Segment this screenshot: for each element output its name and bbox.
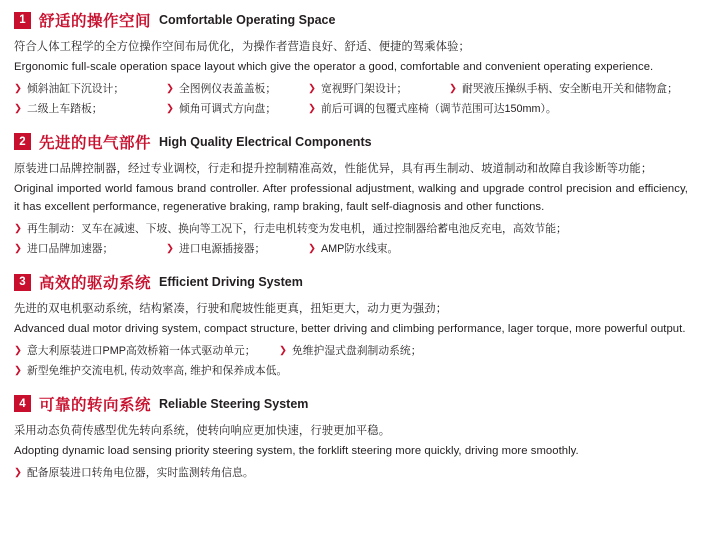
- section-1-paragraph-en: Ergonomic full-scale operation space layout which give the operator a good, comfortable and convenient operating experience.: [14, 61, 654, 74]
- section-1-bullets: [14, 82, 688, 118]
- list-item: [166, 82, 308, 98]
- section-4-title-en: Reliable Steering System: [159, 396, 309, 411]
- bullet-row: [14, 222, 688, 238]
- arrow-right-icon: ❯: [166, 243, 174, 255]
- arrow-right-icon: ❯: [14, 365, 22, 377]
- list-item: [14, 364, 287, 380]
- list-item-label: 前后可调的包覆式座椅（调节范围可达150mm）。: [320, 103, 557, 116]
- section-4-number: 4: [14, 395, 31, 412]
- arrow-right-icon: ❯: [308, 243, 316, 255]
- list-item-label: 二级上车踏板；: [26, 103, 103, 116]
- list-item: [166, 242, 308, 258]
- section-2-number: 2: [14, 133, 31, 150]
- section-3: [0, 271, 702, 380]
- bullet-row: [14, 364, 688, 380]
- list-item: [14, 242, 166, 258]
- list-item-label: 全图例仪表盖盖板；: [178, 82, 277, 95]
- bullet-row: [14, 466, 688, 482]
- section-3-paragraph-cn: 先进的双电机驱动系统，结构紧凑，行驶和爬坡性能更真，扭矩更大，动力更为强劲；: [14, 303, 448, 316]
- section-3-title-cn: 高效的驱动系统: [39, 275, 152, 293]
- section-3-paragraph-en: Advanced dual motor driving system, compact structure, better driving and climbing performance, lager torque, more powerful output.: [14, 323, 686, 336]
- section-3-title-en: Efficient Driving System: [159, 275, 303, 290]
- list-item-label: 进口品牌加速器；: [26, 243, 114, 256]
- list-item: [14, 82, 166, 98]
- arrow-right-icon: ❯: [166, 103, 174, 115]
- section-4: [0, 393, 702, 481]
- arrow-right-icon: ❯: [14, 466, 22, 478]
- section-1-title-en: Comfortable Operating Space: [159, 13, 336, 27]
- arrow-right-icon: ❯: [308, 82, 316, 94]
- section-2-title-en: High Quality Electrical Components: [159, 134, 372, 149]
- list-item: [14, 102, 166, 118]
- section-4-paragraph-cn: 采用动态负荷传感型优先转向系统，使转向响应更加快速，行驶更加平稳。: [14, 424, 391, 437]
- arrow-right-icon: ❯: [308, 103, 316, 115]
- arrow-right-icon: ❯: [14, 243, 22, 255]
- list-item: [308, 82, 449, 98]
- arrow-right-icon: ❯: [166, 82, 174, 94]
- list-item: [14, 222, 567, 238]
- list-item-label: AMP防水线束。: [320, 243, 399, 256]
- list-item-label: 再生制动：叉车在减速、下坡、换向等工况下，行走电机转变为发电机，通过控制器给蓄电池反充电，高效节能；: [26, 222, 567, 235]
- section-1-header: [14, 9, 688, 31]
- list-item: [14, 466, 254, 482]
- arrow-right-icon: ❯: [279, 344, 287, 356]
- section-4-bullets: [14, 466, 688, 482]
- list-item-label: 进口电源插接器；: [178, 243, 266, 256]
- section-4-paragraph-en: Adopting dynamic load sensing priority steering system, the forklift steering more quickly, driving more smoothly.: [14, 445, 579, 458]
- list-item-label: 倾角可调式方向盘；: [178, 103, 277, 116]
- arrow-right-icon: ❯: [14, 222, 22, 234]
- list-item: [308, 242, 398, 258]
- bullet-row: [14, 344, 688, 360]
- list-item-label: 意大利原装进口PMP高效桥箱一体式驱动单元；: [26, 344, 256, 357]
- section-1-paragraph-cn: 符合人体工程学的全方位操作空间布局优化，为操作者营造良好、舒适、便捷的驾乘体验；: [14, 41, 470, 53]
- section-2-header: [14, 131, 688, 153]
- section-3-number: 3: [14, 274, 31, 291]
- arrow-right-icon: ❯: [14, 344, 22, 356]
- section-2-title-cn: 先进的电气部件: [39, 134, 152, 152]
- list-item: [14, 344, 279, 360]
- list-item-label: 配备原装进口转角电位器，实时监测转角信息。: [26, 466, 254, 479]
- section-1-number: 1: [14, 12, 31, 29]
- list-item-label: 倾斜油缸下沉设计；: [26, 82, 125, 95]
- section-1-title-cn: 舒适的操作空间: [39, 13, 152, 30]
- list-item-label: 免维护湿式盘刹制动系统；: [291, 344, 422, 357]
- section-3-bullets: [14, 344, 688, 380]
- arrow-right-icon: ❯: [449, 82, 457, 94]
- list-item: [279, 344, 422, 360]
- bullet-row: [14, 82, 688, 98]
- bullet-row: [14, 102, 688, 118]
- section-2-paragraph-en: Original imported world famous brand controller. After professional adjustment, walking and upgrade control precision and efficiency, it has excellent performance, regenerative braking, ramp braking, fault self-diagnosis and other functions.: [14, 183, 688, 214]
- arrow-right-icon: ❯: [14, 82, 22, 94]
- bullet-row: [14, 242, 688, 258]
- section-4-header: [14, 393, 688, 415]
- list-item: [449, 82, 678, 98]
- list-item: [166, 102, 308, 118]
- list-item-label: 宽视野门架设计；: [320, 82, 408, 95]
- section-2: [0, 131, 702, 258]
- section-2-paragraph-cn: 原装进口品牌控制器，经过专业调校，行走和提升控制精准高效，性能优异，具有再生制动、坡道制动和故障自我诊断等功能；: [14, 162, 653, 175]
- section-1: [0, 0, 702, 118]
- list-item-label: 耐哭液压操纵手柄、安全断电开关和储物盒；: [461, 82, 678, 95]
- section-2-bullets: [14, 222, 688, 258]
- list-item: [308, 102, 557, 118]
- section-3-header: [14, 271, 688, 293]
- list-item-label: 新型免维护交流电机, 传动效率高, 维护和保养成本低。: [26, 365, 288, 378]
- section-4-title-cn: 可靠的转向系统: [39, 396, 152, 414]
- arrow-right-icon: ❯: [14, 103, 22, 115]
